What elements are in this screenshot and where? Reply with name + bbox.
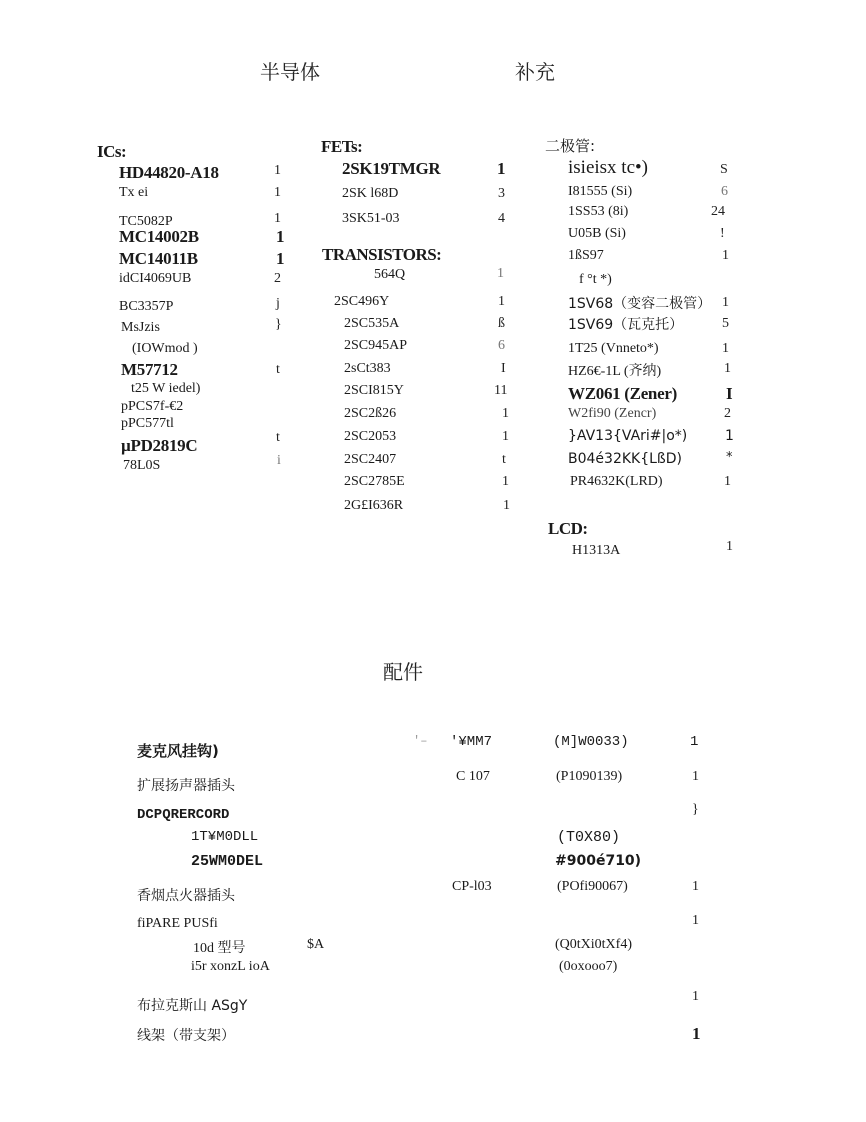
ic-name: pPCS7f-€2 [121,399,184,414]
diode-qty: 5 [722,316,729,331]
acc-qty: } [692,802,699,817]
transistor-qty: 11 [494,383,508,398]
acc-part: (0oxooo7) [559,959,618,974]
diode-qty: 1 [724,361,731,376]
transistor-name: 2SC2053 [344,429,397,444]
ic-name: (IOWmod ) [132,341,198,356]
diode-qty: S [720,162,728,177]
acc-part: (P1090139) [556,769,623,784]
fet-name: 2SK19TMGR [342,159,441,178]
ic-qty: 1 [274,185,281,200]
diode-name: I81555 (Si) [568,184,633,199]
transistor-qty: t [502,452,506,467]
transistor-name: 2SC496Y [334,294,390,309]
diode-name: B04é32KK{LßD) [568,451,682,467]
acc-model: '¥MM7 [450,734,493,750]
acc-qty: 1 [692,913,699,928]
diode-qty: 1 [724,474,731,489]
diode-name: W2fi90 (Zencr) [568,406,657,421]
transistor-name: 2SC945AP [344,338,408,353]
transistor-name: 2SC2785E [344,474,405,489]
ic-name: MC14011B [119,249,198,268]
acc-part: (M]W0033) [553,734,629,750]
transistor-qty: 1 [497,266,504,281]
transistor-qty: 6 [498,338,505,353]
acc-mic-hanger: 麦克风挂钩) [137,742,219,760]
ic-name: idCI4069UB [119,271,192,286]
diode-qty: I [726,384,733,403]
lcd-name: H1313A [572,543,621,558]
diode-name: U05B (Si) [568,226,626,241]
diode-name: f °t *) [579,272,612,287]
diode-qty: 1 [725,428,734,444]
diode-qty: 1 [722,341,729,356]
ic-name: MC14002B [119,227,199,246]
acc-variant: i5r xonzL ioA [191,959,270,974]
fets-heading: FETs: [321,137,363,156]
acc-symbol: $A [307,937,325,952]
diode-qty: * [726,450,733,465]
transistor-name: 564Q [374,267,406,282]
ic-qty: 1 [276,227,285,246]
acc-qty: 1 [692,1024,701,1043]
ic-name: µPD2819C [121,436,198,455]
acc-bracket: 布拉克斯山 ASgY [137,998,248,1014]
ic-qty: 1 [276,249,285,268]
title-accessories: 配件 [383,660,423,684]
diode-qty: 1 [722,248,729,263]
fet-name: 3SK51-03 [342,211,400,226]
diode-name: 1SV68（变容二极管） [568,296,712,312]
diode-name: PR4632K(LRD) [570,474,663,489]
ic-name: M57712 [121,360,178,379]
ics-heading: ICs: [97,142,127,161]
diode-qty: 1 [722,295,729,310]
lcd-heading: LCD: [548,519,588,538]
title-semiconductors: 半导体 [260,60,320,84]
acc-wire-stand: 线架（带支架） [137,1028,235,1044]
diodes-heading: 二极管: [545,137,596,155]
transistor-qty: 1 [502,474,509,489]
diode-name: }AV13{VAri#|o*) [568,428,688,444]
transistor-name: 2SC2407 [344,452,397,467]
ic-qty: } [275,317,282,332]
diode-name: 1T25 (Vnneto*) [568,341,659,356]
acc-variant: 10d 型号 [193,941,246,956]
diode-qty: 24 [711,204,725,219]
transistor-qty: I [501,361,506,376]
acc-dc-power-cord: DCPQRERCORD [137,807,230,823]
ic-name: HD44820-A18 [119,163,219,182]
ic-name: t25 W iedel) [131,381,201,396]
diode-qty: ! [720,226,725,241]
ic-name: TC5082P [119,214,173,229]
acc-model: C 107 [456,769,490,784]
transistor-name: 2sCt383 [344,361,391,376]
lcd-qty: 1 [726,539,733,554]
ic-qty: 2 [274,271,281,286]
diode-qty: 6 [721,184,728,199]
transistor-qty: 1 [502,429,509,444]
ic-qty: 1 [274,211,281,226]
transistor-qty: 1 [502,406,509,421]
fet-qty: 3 [498,186,505,201]
acc-qty: 1 [692,879,699,894]
fet-name: 2SK l68D [342,186,399,201]
transistor-name: 2SC2ß26 [344,406,397,421]
transistors-heading: TRANSISTORS: [322,245,442,264]
acc-part: (POfi90067) [557,879,628,894]
ic-qty: t [276,430,280,445]
acc-variant: 25WM0DEL [191,853,264,870]
acc-cigarette-plug: 香烟点火器插头 [137,888,235,904]
transistor-name: 2SCI815Y [344,383,404,398]
diode-name: HZ6€-1L (齐纳) [568,364,662,379]
diode-name: 1SS53 (8i) [568,204,629,219]
fet-qty: 4 [498,211,505,226]
ic-name: 78L0S [123,458,161,473]
diode-name: isieisx tc•) [568,157,648,178]
acc-part: (Q0tXi0tXf4) [555,937,632,952]
ic-name: pPC577tl [121,416,174,431]
fet-qty: 1 [497,159,506,178]
title-supplement: 补充 [515,60,555,84]
ic-qty: j [276,296,280,311]
acc-mark: '– [413,734,428,748]
ic-qty: 1 [274,163,281,178]
acc-part: #900é710) [555,853,642,869]
transistor-qty: 1 [503,498,510,513]
diode-name: 1SV69（瓦克托） [568,317,684,333]
acc-model: CP-l03 [452,879,492,894]
ic-name: MsJzis [121,320,160,335]
diode-name: 1ßS97 [568,248,604,263]
acc-part: (T0X80) [557,829,621,846]
ic-qty: i [277,453,281,468]
acc-qty: 1 [690,734,699,750]
ic-name: BC3357P [119,299,174,314]
transistor-qty: ß [498,316,505,331]
transistor-name: 2SC535A [344,316,400,331]
diode-name: WZ061 (Zener) [568,384,677,403]
acc-ext-speaker-plug: 扩展扬声器插头 [137,778,235,794]
acc-qty: 1 [692,989,699,1004]
acc-qty: 1 [692,769,699,784]
acc-variant: 1T¥M0DLL [191,829,259,845]
ic-qty: t [276,362,280,377]
transistor-qty: 1 [498,294,505,309]
transistor-name: 2G£I636R [344,498,404,513]
ic-name: Tx ei [119,185,149,200]
acc-spare-fuse: fiPARE PUSfi [137,916,218,931]
diode-qty: 2 [724,406,731,421]
